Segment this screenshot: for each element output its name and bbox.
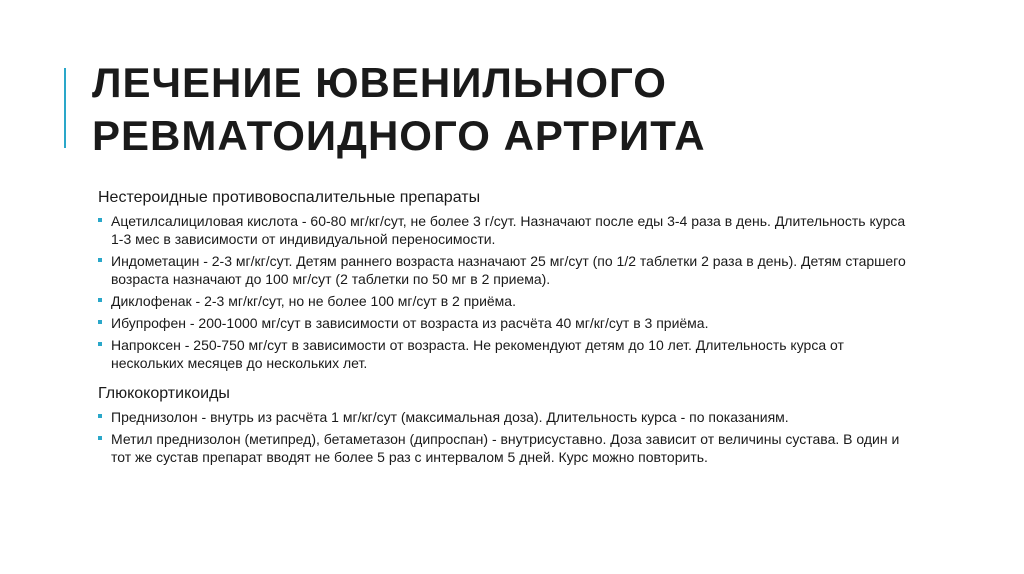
section-nsaids — [98, 188, 918, 372]
list-item — [98, 252, 918, 288]
bullet-icon — [98, 414, 102, 418]
list-item-text: Ацетилсалициловая кислота - 60-80 мг/кг/сут, не более 3 г/сут. Назначают после еды 3-4 раза в день. Длительность курса 1-3 мес в зависимости от индивидуальной переносимости. — [111, 213, 906, 247]
list-item-text: Индометацин - 2-3 мг/кг/сут. Детям раннего возраста назначают 25 мг/сут (по 1/2 таблетки 2 раза в день). Детям старшего возраста назначают до 100 мг/сут (2 таблетки по 50 мг в 2 приема). — [111, 253, 906, 287]
list-item — [98, 314, 918, 332]
section-heading: Глюкокортикоиды — [98, 385, 230, 402]
bullet-icon — [98, 218, 102, 222]
bullet-list — [98, 408, 918, 466]
list-item — [98, 336, 918, 372]
slide-title-line-2: РЕВМАТОИДНОГО АРТРИТА — [92, 112, 706, 159]
title-accent-bar — [64, 68, 66, 148]
list-item-text: Преднизолон - внутрь из расчёта 1 мг/кг/сут (максимальная доза). Длительность курса - по показаниям. — [111, 409, 789, 425]
list-item — [98, 292, 918, 310]
list-item — [98, 430, 918, 466]
slide-title-line-1: ЛЕЧЕНИЕ ЮВЕНИЛЬНОГО — [92, 59, 667, 106]
slide-title — [92, 56, 706, 162]
list-item-text: Ибупрофен - 200-1000 мг/сут в зависимости от возраста из расчёта 40 мг/кг/сут в 3 приёма. — [111, 315, 709, 331]
bullet-list — [98, 212, 918, 372]
section-heading: Нестероидные противовоспалительные препараты — [98, 189, 481, 206]
slide-content — [98, 188, 918, 470]
list-item-text: Диклофенак - 2-3 мг/кг/сут, но не более 100 мг/сут в 2 приёма. — [111, 293, 516, 309]
bullet-icon — [98, 320, 102, 324]
section-glucocorticoids — [98, 384, 918, 466]
bullet-icon — [98, 436, 102, 440]
bullet-icon — [98, 342, 102, 346]
bullet-icon — [98, 298, 102, 302]
list-item-text: Напроксен - 250-750 мг/сут в зависимости от возраста. Не рекомендуют детям до 10 лет. Длительность курса от нескольких месяцев до нескольких лет. — [111, 337, 844, 371]
list-item — [98, 408, 918, 426]
list-item — [98, 212, 918, 248]
list-item-text: Метил преднизолон (метипред), бетаметазон (дипроспан) - внутрисуставно. Доза зависит от величины сустава. В один и тот же сустав препарат вводят не более 5 раз с интервалом 5 дней. Курс можно повторить. — [111, 431, 900, 465]
bullet-icon — [98, 258, 102, 262]
